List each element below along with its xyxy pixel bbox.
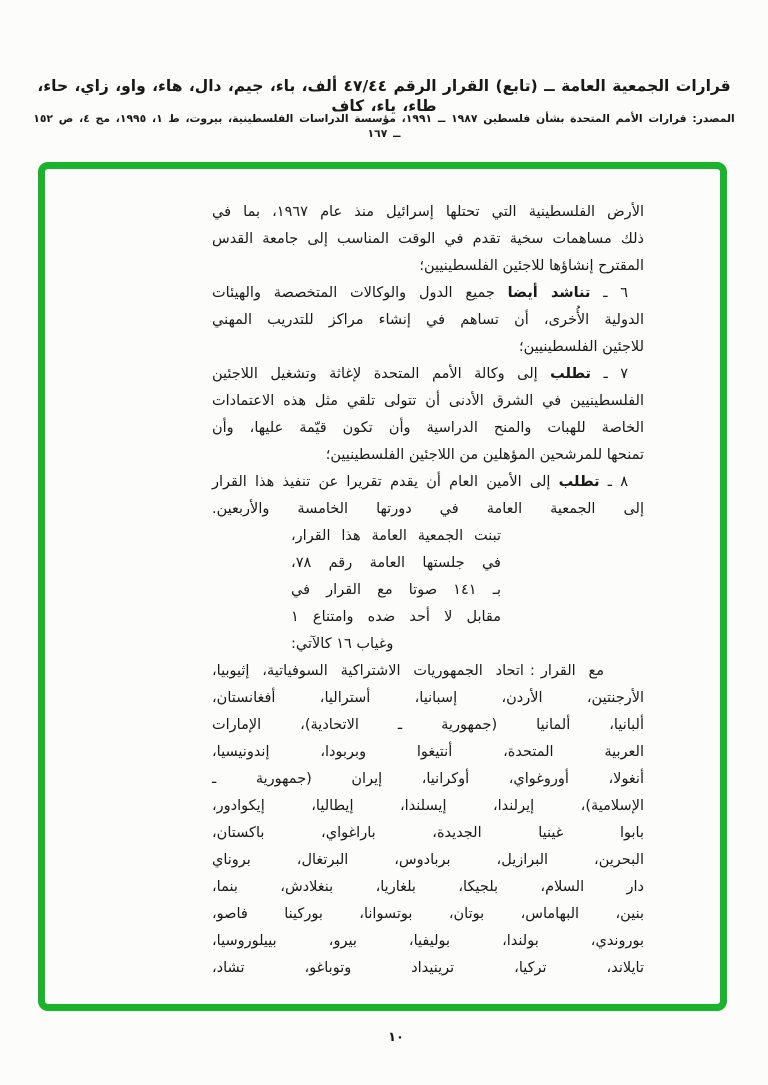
body-line: إلى الجمعية العامة في دورتها الخامسة والأربعين. (212, 501, 644, 517)
vote-line (212, 658, 644, 685)
clause-number: ٨ ـ (607, 474, 629, 490)
body-line: الفلسطينيين في الشرق الأدنى أن تتولى تلقي مثل هذه الاعتمادات (212, 393, 644, 409)
body-line: الأرض الفلسطينية التي تحتلها إسرائيل منذ عام ١٩٦٧، بما في (212, 204, 644, 220)
operative-verb: تطلب (550, 366, 591, 382)
resolution-text (212, 199, 644, 982)
vote-countries: اتحاد الجمهوريات الاشتراكية السوفياتية، إثيوبيا، (212, 663, 524, 679)
clause-text: إلى الأمين العام أن يقدم تقريرا عن تنفيذ هذا القرار (212, 474, 551, 490)
adoption-note-line: تبنت الجمعية العامة هذا القرار، (291, 528, 501, 544)
adoption-note-line: بـ ١٤١ صوتا مع القرار في (291, 582, 501, 598)
operative-verb: تطلب (558, 474, 600, 490)
vote-line: ألبانيا، ألمانيا (جمهورية ـ الاتحادية)، الإمارات (212, 717, 644, 733)
vote-line: تايلاند، تركيا، ترينيداد وتوباغو، تشاد، (212, 960, 644, 976)
vote-record (212, 658, 644, 982)
vote-line: أنغولا، أوروغواي، أوكرانيا، إيران (جمهورية ـ (212, 771, 644, 787)
body-line: تمنحها للمرشحين المؤهلين من اللاجئين الفلسطينيين؛ (325, 447, 644, 463)
clause-number: ٧ ـ (603, 366, 629, 382)
vote-line: البحرين، البرازيل، بربادوس، البرتغال، بروناي (212, 852, 644, 868)
adoption-note (291, 523, 501, 658)
vote-colon: : (529, 663, 535, 679)
adoption-note-line: مقابل لا أحد ضده وامتناع ١ (291, 609, 501, 625)
vote-line: العربية المتحدة، أنتيغوا وبربودا، إندونيسيا، (212, 744, 644, 760)
content-frame (38, 162, 727, 1011)
body-line: المقترح إنشاؤها للاجئين الفلسطينيين؛ (419, 258, 644, 274)
clause-number: ٦ ـ (603, 285, 629, 301)
vote-label: مع القرار (540, 663, 605, 679)
vote-line: الأرجنتين، الأردن، إسبانيا، أستراليا، أفغانستان، (212, 690, 644, 706)
adoption-note-line: في جلستها العامة رقم ٧٨، (291, 555, 501, 571)
body-line: الدولية الأُخرى، أن تساهم في إنشاء مراكز للتدريب المهني (212, 312, 644, 328)
clause-text: جميع الدول والوكالات المتخصصة والهيئات (212, 285, 495, 301)
body-line (212, 361, 644, 388)
document-title: قرارات الجمعية العامة ــ (تابع) القرار الرقم ٤٧/٤٤ ألف، باء، جيم، دال، هاء، واو، زاي، حاء، طاء، ياء، كاف (37, 77, 731, 115)
vote-line: بنين، البهاماس، بوتان، بوتسوانا، بوركينا فاصو، (212, 906, 644, 922)
vote-line: دار السلام، بلجيكا، بلغاريا، بنغلادش، بنما، (212, 879, 644, 895)
operative-verb: تناشد أيضا (507, 285, 591, 301)
clause-text: إلى وكالة الأمم المتحدة لإغاثة وتشغيل اللاجئين (212, 366, 538, 382)
vote-line: الإسلامية)، إيرلندا، إيسلندا، إيطاليا، إيكوادور، (212, 798, 644, 814)
body-line: للاجئين الفلسطينيين؛ (519, 339, 644, 355)
vote-line: بوروندي، بولندا، بوليفيا، بيرو، بييلوروسيا، (212, 933, 644, 949)
adoption-note-line: وغياب ١٦ كالآتي: (291, 636, 394, 652)
body-line: ذلك مساهمات سخية تقدم في الوقت المناسب إلى جامعة القدس (212, 231, 644, 247)
body-line (212, 469, 644, 496)
page-number: ١٠ (388, 1030, 404, 1045)
body-line: الخاصة للهبات والمنح الدراسية وأن تكون قيّمة عليها، وأن (212, 420, 644, 436)
body-line (212, 280, 644, 307)
source-line: المصدر: قرارات الأمم المتحدة بشأن فلسطين ١٩٨٧ ــ ١٩٩١، مؤسسة الدراسات الفلسطينية، بيروت، ط ١، ١٩٩٥، مج ٤، ص ١٥٢ ــ ١٦٧ (33, 112, 735, 140)
vote-line: بابوا غينيا الجديدة، باراغواي، باكستان، (212, 825, 644, 841)
